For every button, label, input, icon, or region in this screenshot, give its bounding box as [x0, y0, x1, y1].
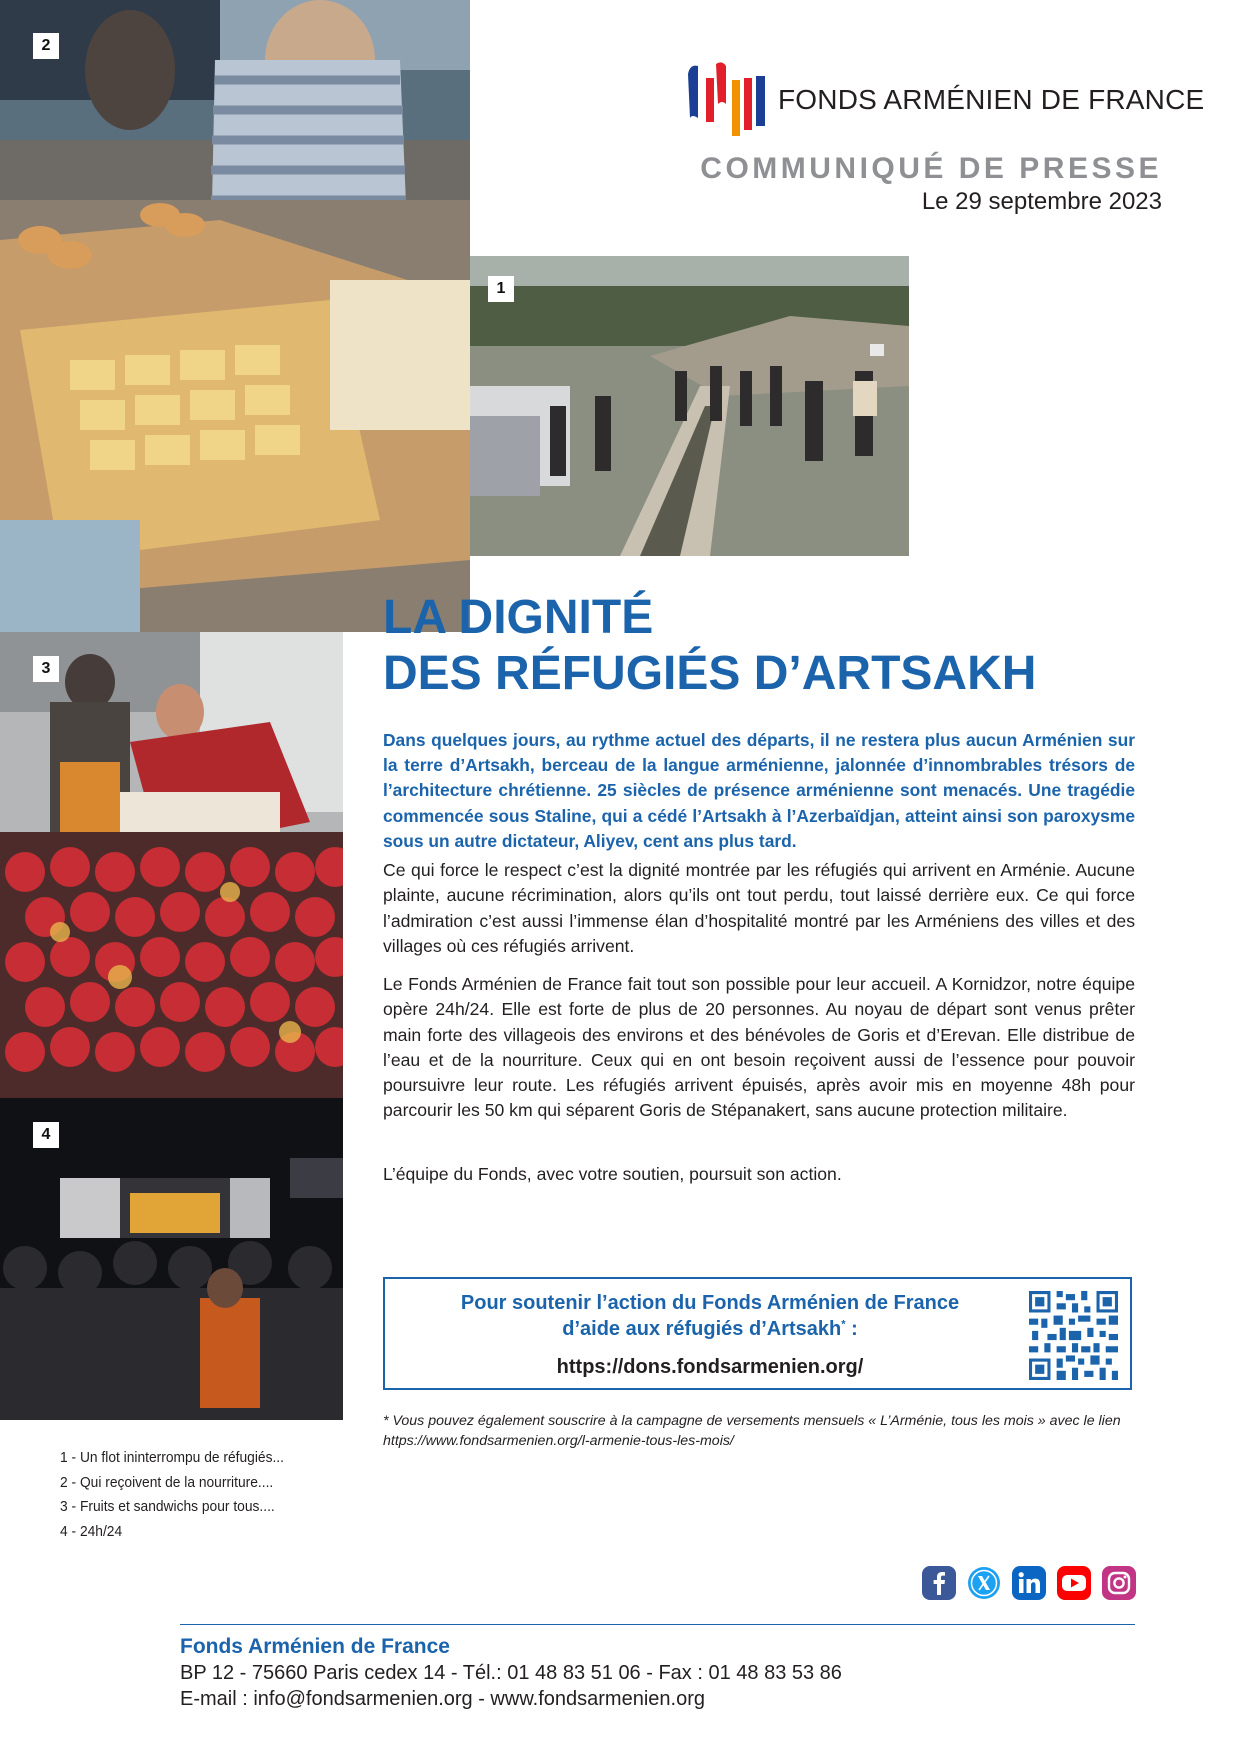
donation-text-line1: Pour soutenir l’action du Fonds Arménien de France	[460, 1292, 960, 1314]
donation-link[interactable]: https://dons.fondsarmenien.org/	[556, 1356, 864, 1378]
footer-contact[interactable]: E-mail : info@fondsarmenien.org - www.fondsarmenien.org	[180, 1688, 705, 1710]
photo-night-distribution	[0, 1098, 343, 1420]
photo-captions	[60, 1446, 303, 1544]
donation-text-line2: d’aide aux réfugiés d’Artsakh* :	[562, 1318, 858, 1340]
article-paragraph: Le Fonds Arménien de France fait tout son possible pour leur accueil. A Kornidzor, notre équipe opère 24h/24. Elle est forte de plus de 20 personnes. Au noyau de départ sont venus prêter main forte des villageois des environs et des bénévoles de Goris et d’Erevan. Elle distribue de l’eau et de la nourriture. Ceux qui en ont besoin reçoivent aussi de l’essence pour pouvoir poursuivre leur route. Les réfugiés arrivent épuisés, après avoir mis en moyenne 48h pour parcourir les 50 km qui séparent Goris de Stépanakert, sans aucune protection militaire.	[383, 974, 1135, 1121]
photo-number-badge: 2	[33, 33, 59, 59]
x-twitter-icon[interactable]	[967, 1566, 1001, 1600]
photo-number-badge: 4	[33, 1122, 59, 1148]
article-lead: Dans quelques jours, au rythme actuel des départs, il ne restera plus aucun Arménien sur la terre d’Artsakh, berceau de la langue arménienne, jalonnée d’innombrables trésors de l’architecture chrétienne. 25 siècles de présence arménienne sont menacés. Une tragédie commencée sous Staline, qui a cédé l’Artsakh à l’Azerbaïdjan, atteint ainsi son paroxysme sous un autre dictateur, Aliyev, cent ans plus tard.	[383, 730, 1135, 851]
footer-org-name: Fonds Arménien de France	[180, 1635, 450, 1658]
caption-item: 3 - Fruits et sandwichs pour tous....	[60, 1498, 275, 1515]
qr-code-icon[interactable]	[1029, 1291, 1118, 1380]
photo-food-boxes	[0, 0, 470, 632]
photo-number-badge: 3	[33, 656, 59, 682]
caption-item: 1 - Un flot ininterrompu de réfugiés...	[60, 1449, 284, 1466]
footnote: * Vous pouvez également souscrire à la campagne de versements mensuels « L’Arménie, tous les mois » avec le lien https://www.fondsarmenien.org/l-armenie-tous-les-mois/	[383, 1413, 1121, 1449]
article-paragraph: L’équipe du Fonds, avec votre soutien, poursuit son action.	[383, 1164, 842, 1184]
release-date: Le 29 septembre 2023	[921, 188, 1162, 215]
facebook-icon[interactable]	[922, 1566, 956, 1600]
org-name: FONDS ARMÉNIEN DE FRANCE	[778, 84, 1205, 115]
article-paragraph: Ce qui force le respect c’est la dignité montrée par les réfugiés qui arrivent en Arménie. Aucune plainte, aucune récrimination, alors qu’ils ont tout perdu, tout laissé derrière eux. Ce qui force l’admiration c’est aussi l’immense élan d’hospitalité montré par les Arméniens des villes et des villages où ces réfugiés arrivent.	[383, 860, 1135, 956]
fonds-armenien-logo	[688, 60, 776, 138]
doc-type-heading: COMMUNIQUÉ DE PRESSE	[700, 152, 1162, 185]
article-title	[383, 590, 1036, 702]
youtube-icon[interactable]	[1057, 1566, 1091, 1600]
article-title-line2: DES RÉFUGIÉS D’ARTSAKH	[383, 647, 1037, 700]
photo-refugee-road	[470, 256, 909, 556]
photo-apples	[0, 632, 343, 1098]
linkedin-icon[interactable]	[1012, 1566, 1046, 1600]
caption-item: 4 - 24h/24	[60, 1522, 123, 1540]
caption-item: 2 - Qui reçoivent de la nourriture....	[60, 1473, 274, 1491]
footer-address: BP 12 - 75660 Paris cedex 14 - Tél.: 01 48 83 51 06 - Fax : 01 48 83 53 86	[180, 1662, 842, 1684]
instagram-icon[interactable]	[1102, 1566, 1136, 1600]
footer-divider	[180, 1624, 1135, 1625]
photo-number-badge: 1	[488, 276, 514, 302]
article-title-line1: LA DIGNITÉ	[383, 591, 654, 644]
